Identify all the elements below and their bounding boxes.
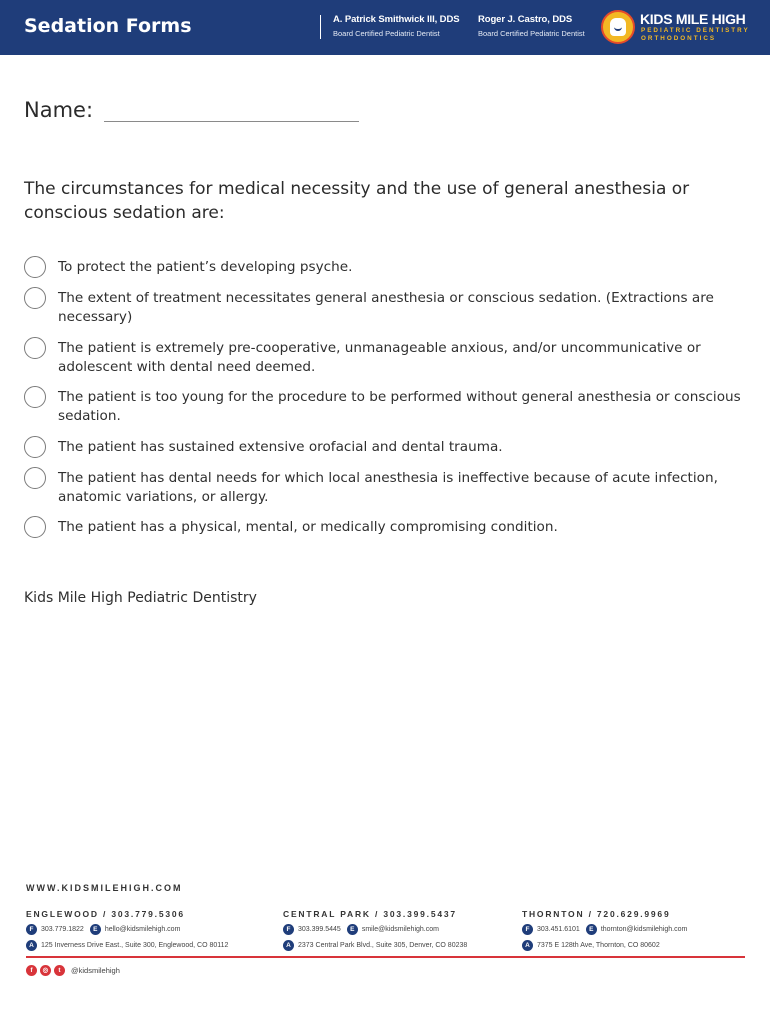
- facebook-icon[interactable]: f: [26, 965, 37, 976]
- option-label: The extent of treatment necessitates general anesthesia or conscious sedation. (Extractions are necessary): [58, 290, 714, 325]
- address-text: 7375 E 128th Ave, Thornton, CO 80602: [537, 942, 660, 949]
- email-icon: E: [90, 924, 101, 935]
- fax-number: 303.399.5445: [298, 926, 341, 933]
- option-radio[interactable]: [24, 256, 46, 278]
- location-title: THORNTON / 720.629.9969: [522, 909, 671, 919]
- email-link[interactable]: thornton@kidsmilehigh.com: [600, 926, 688, 933]
- option-radio[interactable]: [24, 467, 46, 489]
- social-handle: @kidsmilehigh: [71, 966, 120, 975]
- option-label: The patient is too young for the procedure to be performed without general anesthesia or conscious sedation.: [58, 389, 741, 424]
- address-text: 2373 Central Park Blvd., Suite 305, Denver, CO 80238: [298, 942, 468, 949]
- doctor-1: [333, 14, 459, 38]
- fax-icon: F: [26, 924, 37, 935]
- logo-subtitle-2: ORTHODONTICS: [641, 35, 717, 42]
- email-icon: E: [347, 924, 358, 935]
- twitter-icon[interactable]: t: [54, 965, 65, 976]
- option-radio[interactable]: [24, 337, 46, 359]
- email-icon: E: [586, 924, 597, 935]
- option-radio[interactable]: [24, 386, 46, 408]
- address-text: 125 Inverness Drive East., Suite 300, Englewood, CO 80112: [41, 942, 229, 949]
- tooth-logo-icon: [601, 10, 635, 44]
- header-divider: [320, 15, 321, 39]
- location-thornton: [522, 909, 687, 951]
- fax-icon: F: [283, 924, 294, 935]
- address-icon: A: [522, 940, 533, 951]
- social-links: [26, 965, 120, 976]
- page-header: [0, 0, 770, 55]
- instagram-icon[interactable]: ◎: [40, 965, 51, 976]
- name-field[interactable]: [104, 104, 359, 122]
- website-link[interactable]: WWW.KIDSMILEHIGH.COM: [26, 883, 183, 893]
- doctor-1-title: Board Certified Pediatric Dentist: [333, 29, 440, 38]
- email-link[interactable]: smile@kidsmilehigh.com: [361, 926, 439, 933]
- location-title: ENGLEWOOD / 303.779.5306: [26, 909, 185, 919]
- email-link[interactable]: hello@kidsmilehigh.com: [104, 926, 181, 933]
- logo-name: KIDS MILE HIGH: [640, 11, 746, 27]
- fax-number: 303.779.1822: [41, 926, 84, 933]
- question-text: The circumstances for medical necessity and the use of general anesthesia or conscious sedation are:: [24, 179, 690, 223]
- logo-subtitle: PEDIATRIC DENTISTRY: [641, 27, 750, 34]
- option-label: The patient is extremely pre-cooperative, unmanageable anxious, and/or uncommunicative or adolescent with dental need deemed.: [58, 340, 701, 375]
- option-label: The patient has a physical, mental, or medically compromising condition.: [58, 519, 558, 535]
- option-label: To protect the patient’s developing psyche.: [58, 259, 353, 275]
- option-radio[interactable]: [24, 516, 46, 538]
- name-label: Name:: [24, 98, 94, 122]
- footer-divider: [26, 956, 745, 958]
- option-label: The patient has dental needs for which local anesthesia is ineffective because of acute infection, anatomic variations, or allergy.: [58, 470, 718, 505]
- doctor-2-name: Roger J. Castro, DDS: [478, 14, 573, 25]
- location-englewood: [26, 909, 228, 951]
- fax-icon: F: [522, 924, 533, 935]
- doctor-2-title: Board Certified Pediatric Dentist: [478, 29, 585, 38]
- doctor-1-name: A. Patrick Smithwick III, DDS: [333, 14, 460, 25]
- address-icon: A: [283, 940, 294, 951]
- doctor-2: [478, 14, 585, 38]
- option-radio[interactable]: [24, 287, 46, 309]
- option-label: The patient has sustained extensive orofacial and dental trauma.: [58, 439, 503, 455]
- location-title: CENTRAL PARK / 303.399.5437: [283, 909, 457, 919]
- location-central-park: [283, 909, 467, 951]
- fax-number: 303.451.6101: [537, 926, 580, 933]
- option-radio[interactable]: [24, 436, 46, 458]
- address-icon: A: [26, 940, 37, 951]
- page-title: Sedation Forms: [24, 15, 192, 37]
- practice-name: Kids Mile High Pediatric Dentistry: [24, 590, 257, 606]
